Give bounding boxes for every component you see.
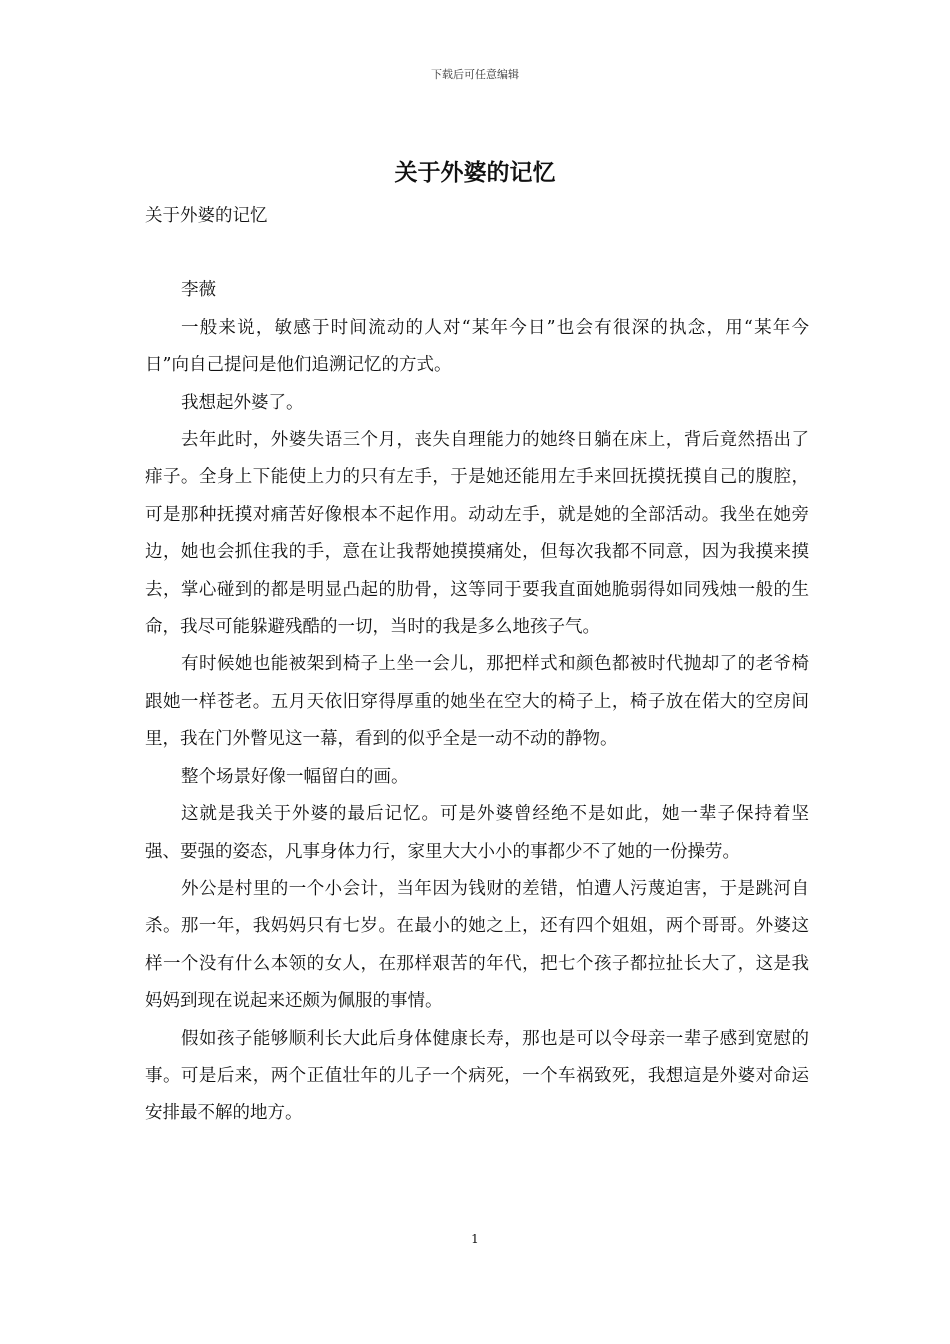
author-name: 李薇 [181, 280, 216, 301]
document-body [145, 198, 809, 1133]
paragraph: 假如孩子能够顺利长大此后身体健康长寿，那也是可以令母亲一辈子感到宽慰的事。可是后来，两个正值壮年的儿子一个病死，一个车祸致死，我想這是外婆对命运安排最不解的地方。 [145, 1028, 809, 1124]
paragraph: 这就是我关于外婆的最后记忆。可是外婆曾经绝不是如此，她一辈子保持着坚强、要强的姿态，凡事身体力行，家里大大小小的事都少不了她的一份操劳。 [145, 804, 809, 862]
paragraph: 一般来说，敏感于时间流动的人对“某年今日”也会有很深的执念，用“某年今日”向自己提问是他们追溯记忆的方式。 [145, 317, 809, 376]
page-header-note: 下载后可任意编辑 [431, 68, 519, 81]
paragraph: 整个场景好像一幅留白的画。 [181, 766, 409, 787]
document-subtitle: 关于外婆的记忆 [145, 206, 268, 226]
paragraph: 外公是村里的一个小会计，当年因为钱财的差错，怕遭人污蔑迫害，于是跳河自杀。那一年，我妈妈只有七岁。在最小的她之上，还有四个姐姐，两个哥哥。外婆这样一个没有什么本领的女人，在那样艰苦的年代，把七个孩子都拉扯长大了，这是我妈妈到现在说起来还颇为佩服的事情。 [145, 878, 809, 1012]
page-number: 1 [471, 1232, 479, 1246]
document-title: 关于外婆的记忆 [394, 159, 556, 186]
paragraph: 去年此时，外婆失语三个月，丧失自理能力的她终日躺在床上，背后竟然捂出了痱子。全身上下能使上力的只有左手，于是她还能用左手来回抚摸抚摸自己的腹腔，可是那种抚摸对痛苦好像根本不起作用。动动左手，就是她的全部活动。我坐在她旁边，她也会抓住我的手，意在让我帮她摸摸痛处，但每次我都不同意，因为我摸来摸去，掌心碰到的都是明显凸起的肋骨，这等同于要我直面她脆弱得如同残烛一般的生命，我尽可能躲避残酷的一切，当时的我是多么地孩子气。 [145, 430, 809, 638]
blank-line [145, 235, 809, 272]
paragraph: 我想起外婆了。 [181, 392, 304, 413]
paragraph: 有时候她也能被架到椅子上坐一会儿，那把样式和颜色都被时代抛却了的老爷椅跟她一样苍老。五月天依旧穿得厚重的她坐在空大的椅子上，椅子放在偌大的空房间里，我在门外瞥见这一幕，看到的似乎全是一动不动的静物。 [145, 654, 809, 750]
